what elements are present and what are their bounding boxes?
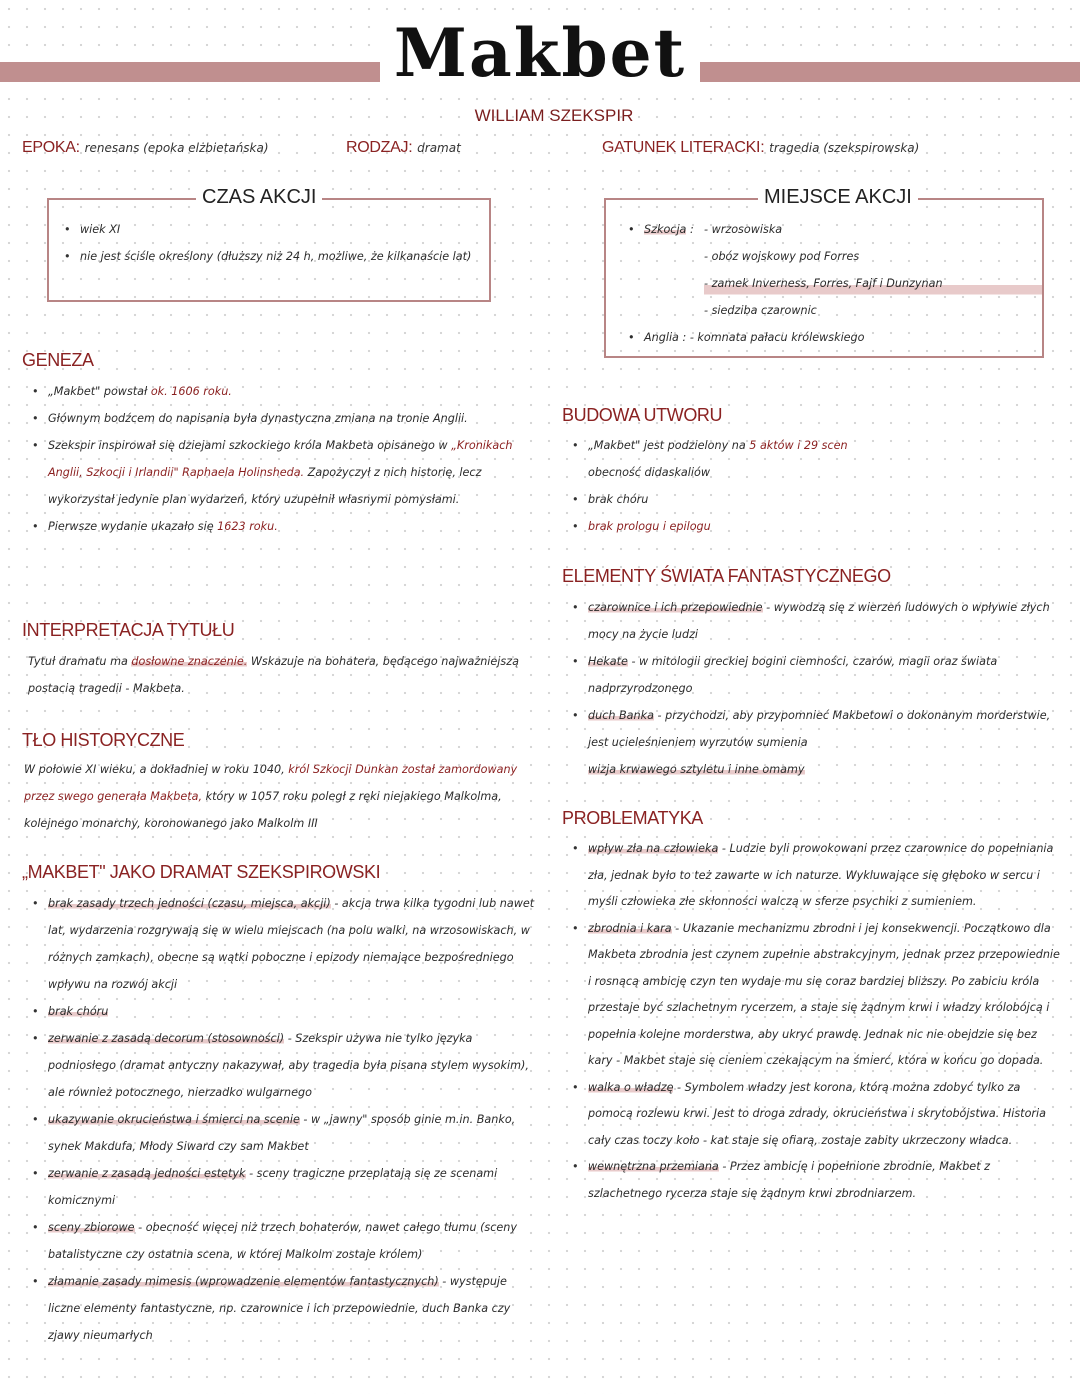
list-item: • Szekspir inspirował się dziejami szkockiego króla Makbeta opisanego w „Kronikach Anglii, Szkocji i Irlandii" Raphaela Holinsheda. Zapożyczył z nich historię, lecz wykorzystał jedynie plan wydarzeń, który uzupełnił własnymi pomysłami.	[26, 432, 526, 513]
list-item: • zerwanie z zasadą decorum (stosowności) - Szekspir używa nie tylko języka podniosłego (dramat antyczny nakazywał, aby tragedia była pisana stylem wysokim), ale również potocznego, nierzadko wulgarnego	[26, 1025, 538, 1106]
list-item: • brak prologu i epilogu	[566, 513, 1056, 540]
epoka	[22, 138, 269, 157]
page-title: Makbet	[0, 20, 1080, 86]
list-item: • brak chóru	[26, 998, 538, 1025]
miejsce-akcji-title: MIEJSCE AKCJI	[758, 186, 918, 209]
list-item: • złamanie zasady mimesis (wprowadzenie elementów fantastycznych) - występuje liczne elementy fantastyczne, np. czarownice i ich przepowiednie, duch Banka czy zjawy nieumarłych	[26, 1268, 538, 1349]
author: WILLIAM SZEKSPIR	[474, 106, 634, 125]
anglia-item: - komnata pałacu królewskiego	[689, 331, 865, 344]
geneza-heading: GENEZA	[22, 350, 94, 370]
list-item: • sceny zbiorowe - obecność więcej niż trzech bohaterów, nawet całego tłumu (sceny batalistyczne czy ostatnia scena, w której Malkolm zostaje królem)	[26, 1214, 538, 1268]
list-item: • nie jest ściśle określony (dłuższy niż 24 h, możliwe, że kilkanaście lat)	[58, 243, 478, 270]
list-item: • Pierwsze wydanie ukazało się 1623 roku.	[26, 513, 526, 540]
list-item: • „Makbet" jest podzielony na 5 aktów i 29 scen obecność didaskaliów	[566, 432, 1056, 486]
list-item: - zamek Inverness, Forres, Fajf i Dunzynan	[704, 270, 1042, 297]
geneza-list	[26, 378, 526, 540]
list-item: • wpływ zła na człowieka - Ludzie byli prowokowani przez czarownice do popełniania zła, jednak było to też zawarte w ich naturze. Wykluwające się głęboko w sercu i myśli człowieka złe skłonności walczą w sferze psychiki z sumieniem.	[566, 836, 1064, 916]
list-item: - obóz wojskowy pod Forres	[704, 250, 860, 263]
czas-akcji-title: CZAS AKCJI	[196, 186, 322, 209]
szkocja-label: Szkocja	[644, 223, 687, 236]
miejsce-akcji-list: • Szkocja : - wrzosowiska - obóz wojskowy pod Forres - zamek Inverness, Forres, Fajf i Dunzynan - siedziba czarownic • Anglia : - komnata pałacu królewskiego	[622, 216, 1042, 351]
anglia-label: Anglia	[644, 331, 679, 344]
fantastyka-list	[566, 594, 1062, 783]
interpretacja-text: Tytuł dramatu ma dosłowne znaczenie. Wskazuje na bohatera, będącego najważniejszą postacią tragedii - Makbeta.	[28, 655, 519, 695]
list-item: • zerwanie z zasadą jedności estetyk - sceny tragiczne przeplatają się ze scenami komicznymi	[26, 1160, 538, 1214]
list-item: - wrzosowiska	[704, 223, 783, 236]
list-item: • walka o władzę - Symbolem władzy jest korona, którą można zdobyć tylko za pomocą rozlewu krwi. Jest to droga zdrady, okrucieństwa i skrytobójstwa. Historia cały czas toczy koło - kat staje się ofiarą, zostaje zabity ukrzeczony władca.	[566, 1075, 1064, 1155]
fantastyka-heading: ELEMENTY ŚWIATA FANTASTYCZNEGO	[562, 566, 891, 586]
list-item: • duch Banka - przychodzi, aby przypomnieć Makbetowi o dokonanym morderstwie, jest ucieleśnieniem wyrzutów sumienia wizja krwawego sztyletu i inne omamy	[566, 702, 1062, 783]
list-item: • brak zasady trzech jedności (czasu, miejsca, akcji) - akcja trwa kilka tygodni lub nawet lat, wydarzenia rozgrywają się w wielu miejscach (na polu walki, na wrzosowiskach, w różnych zamkach), obecne są wątki poboczne i epizody niemające bezpośredniego wpływu na rozwój akcji	[26, 890, 538, 998]
tlo-heading: TŁO HISTORYCZNE	[22, 730, 185, 750]
dramat-heading: „MAKBET" JAKO DRAMAT SZEKSPIROWSKI	[22, 862, 381, 882]
problematyka-list	[566, 836, 1064, 1207]
rodzaj	[346, 138, 461, 157]
gatunek-label: GATUNEK LITERACKI:	[602, 139, 765, 156]
czas-akcji-list	[58, 216, 478, 270]
problematyka-heading: PROBLEMATYKA	[562, 808, 703, 828]
gatunek-value: tragedia (szekspirowska)	[769, 141, 920, 155]
list-item: - siedziba czarownic	[704, 304, 817, 317]
interpretacja-heading: INTERPRETACJA TYTUŁU	[22, 620, 235, 640]
list-item: • czarownice i ich przepowiednie - wywodzą się z wierzeń ludowych o wpływie złych mocy na życie ludzi	[566, 594, 1062, 648]
list-item: • wiek XI	[58, 216, 478, 243]
budowa-list	[566, 432, 1056, 540]
rodzaj-label: RODZAJ:	[346, 139, 413, 156]
epoka-label: EPOKA:	[22, 139, 80, 156]
epoka-value: renesans (epoka elżbietańska)	[84, 141, 269, 155]
list-item: • Głównym bodźcem do napisania była dynastyczna zmiana na tronie Anglii.	[26, 405, 526, 432]
budowa-heading: BUDOWA UTWORU	[562, 405, 723, 425]
dramat-list	[26, 890, 538, 1349]
tlo-text: W połowie XI wieku, a dokładniej w roku 1040, król Szkocji Dunkan został zamordowany przez swego generała Makbeta, który w 1057 roku poległ z ręki niejakiego Malkolma, kolejnego monarchy, koronowanego jako Malkolm III	[24, 763, 518, 830]
gatunek	[602, 138, 919, 157]
list-item: • brak chóru	[566, 486, 1056, 513]
list-item: • wewnętrzna przemiana - Przez ambicję i popełnione zbrodnie, Makbet z szlachetnego rycerza staje się żądnym krwi zbrodniarzem.	[566, 1154, 1064, 1207]
list-item: • „Makbet" powstał ok. 1606 roku.	[26, 378, 526, 405]
rodzaj-value: dramat	[417, 141, 461, 155]
list-item: • zbrodnia i kara - Ukazanie mechanizmu zbrodni i jej konsekwencji. Początkowo dla Makbeta zbrodnia jest czynem zupełnie abstrakcyjnym, jednak przez przepowiednie i rosnącą ambicję czyn ten wydaje mu się coraz bardziej bliższy. Po zabiciu króla przestaje być szlachetnym rycerzem, a staje się żądnym krwi i władzy królobójcą i popełnia kolejne morderstwa, aby ukryć prawdę. Jednak nic nie obejdzie się bez kary - Makbet staje się cieniem czekającym na śmierć, która w końcu go dopada.	[566, 916, 1064, 1075]
list-item: • Hekate - w mitologii greckiej bogini ciemności, czarów, magii oraz świata nadprzyrodzonego	[566, 648, 1062, 702]
list-item: • ukazywanie okrucieństwa i śmierci na scenie - w „jawny" sposób ginie m.in. Banko, synek Makdufa, Młody Siward czy sam Makbet	[26, 1106, 538, 1160]
